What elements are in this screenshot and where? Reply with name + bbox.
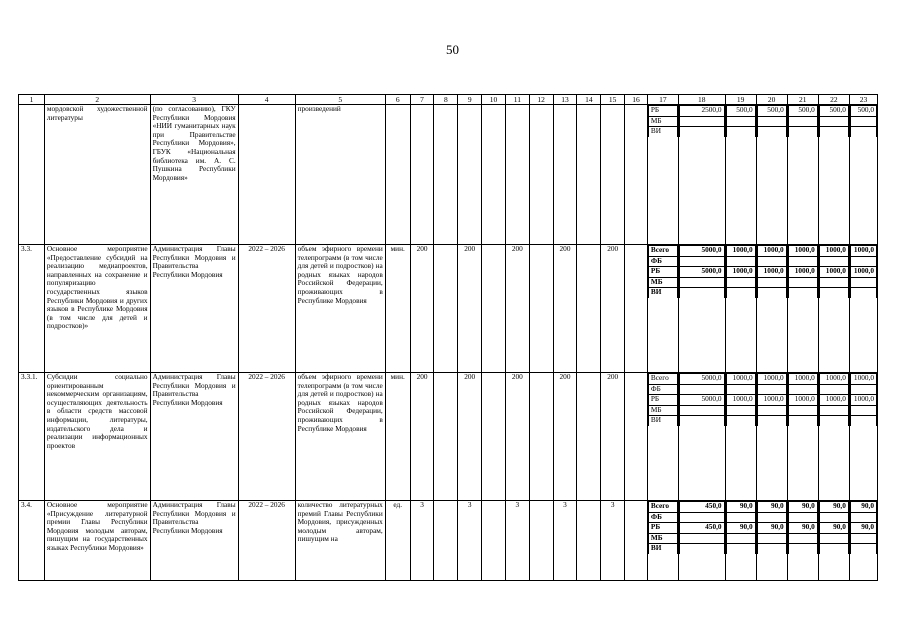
funding-amount (850, 416, 876, 426)
indicator-value (482, 373, 506, 501)
funding-amount (850, 533, 876, 544)
funding-amount (679, 277, 724, 288)
column-number: 18 (678, 95, 725, 105)
funding-amount (788, 544, 817, 554)
funding-source: Всего (648, 246, 677, 257)
indicator-value: 3 (505, 501, 529, 581)
funding-amount: 90,0 (726, 523, 755, 534)
indicator-value (482, 245, 506, 373)
funding-amount (819, 116, 848, 127)
indicator-value (577, 245, 601, 373)
funding-amount (757, 544, 786, 554)
funding-amount (819, 533, 848, 544)
funding-amount (819, 384, 848, 395)
funding-amount: 1000,0 (757, 267, 786, 278)
funding-amount: 1000,0 (757, 395, 786, 406)
funding-amount (757, 127, 786, 137)
funding-amount (819, 288, 848, 298)
funding-amount (819, 127, 848, 137)
funding-amount-cell (787, 105, 818, 245)
funding-amount-cell (678, 501, 725, 581)
funding-source: ВИ (648, 544, 677, 554)
funding-amount (850, 116, 876, 127)
funding-amount (757, 405, 786, 416)
funding-amount (757, 256, 786, 267)
indicator-value (410, 105, 434, 245)
funding-amount: 1000,0 (819, 267, 848, 278)
row-number: 3.3. (19, 245, 45, 373)
funding-source: Всего (648, 374, 677, 385)
page-number: 50 (446, 42, 459, 57)
indicator-value (434, 105, 458, 245)
column-number: 3 (150, 95, 238, 105)
indicator: произведений (295, 105, 385, 245)
funding-amount-cell (849, 373, 877, 501)
column-number: 19 (725, 95, 756, 105)
funding-amount (726, 533, 755, 544)
table-row (19, 245, 878, 373)
funding-amount (788, 256, 817, 267)
table-row (19, 373, 878, 501)
funding-amount: 500,0 (850, 106, 876, 117)
funding-amount-cell (725, 373, 756, 501)
funding-source: РБ (648, 267, 677, 278)
row-number: 3.4. (19, 501, 45, 581)
funding-amount (850, 544, 876, 554)
column-number: 1 (19, 95, 45, 105)
column-number: 9 (458, 95, 482, 105)
funding-amount (850, 256, 876, 267)
indicator-value: 200 (601, 245, 625, 373)
funding-amount-cell (678, 373, 725, 501)
funding-amount-cell (756, 373, 787, 501)
funding-amount: 1000,0 (726, 374, 755, 385)
indicator-value: 3 (458, 501, 482, 581)
indicator-value: 200 (505, 373, 529, 501)
indicator-value (601, 105, 625, 245)
column-number-row (19, 95, 878, 105)
funding-amount (679, 544, 724, 554)
funding-amount (850, 277, 876, 288)
executor: Администрация Главы Республики Мордовия и Правительства Республики Мордовия (150, 501, 238, 581)
funding-amount (788, 384, 817, 395)
funding-amount (726, 277, 755, 288)
event-name: Основное мероприятие «Предоставление субсидий на реализацию медиапроектов, направленных на сохранение и популяризацию государственных языков Республики Мордовия и других языков в Республике Мордовия (в том числе для детей и подростков)» (44, 245, 150, 373)
funding-amount-cell (756, 105, 787, 245)
column-number: 5 (295, 95, 385, 105)
funding-amount (726, 416, 755, 426)
funding-amount (819, 544, 848, 554)
funding-amount-cell (849, 501, 877, 581)
funding-amount: 1000,0 (726, 395, 755, 406)
column-number: 7 (410, 95, 434, 105)
funding-amount (679, 127, 724, 137)
period: 2022 – 2026 (238, 501, 295, 581)
funding-amount (726, 127, 755, 137)
funding-source: РБ (648, 106, 677, 117)
column-number: 16 (625, 95, 648, 105)
indicator-value (434, 373, 458, 501)
column-number: 22 (818, 95, 849, 105)
funding-amount (679, 116, 724, 127)
funding-amount: 500,0 (819, 106, 848, 117)
indicator: объем эфирного времени телепрограмм (в том числе для детей и подростков) на родных языках народов Российской Федерации, проживающих в Республике Мордовия (295, 245, 385, 373)
funding-amount: 5000,0 (679, 374, 724, 385)
unit: ед. (385, 501, 410, 581)
funding-amount: 90,0 (757, 523, 786, 534)
funding-amount (788, 277, 817, 288)
funding-amount-cell (787, 373, 818, 501)
funding-source: ВИ (648, 416, 677, 426)
indicator-value: 200 (458, 245, 482, 373)
funding-amount: 90,0 (850, 502, 876, 513)
funding-amount: 450,0 (679, 502, 724, 513)
column-number: 8 (434, 95, 458, 105)
funding-amount-cell (818, 105, 849, 245)
funding-amount: 5000,0 (679, 246, 724, 257)
funding-amount (819, 416, 848, 426)
funding-amount (679, 384, 724, 395)
period: 2022 – 2026 (238, 245, 295, 373)
funding-amount: 1000,0 (726, 246, 755, 257)
funding-source: МБ (648, 533, 677, 544)
table-row (19, 501, 878, 581)
indicator-value (625, 373, 648, 501)
funding-amount (788, 512, 817, 523)
funding-amount: 1000,0 (788, 395, 817, 406)
column-number: 11 (505, 95, 529, 105)
indicator: количество литературных премий Главы Республики Мордовия, присужденных молодым авторам, пишущим на (295, 501, 385, 581)
period: 2022 – 2026 (238, 373, 295, 501)
funding-amount: 1000,0 (850, 246, 876, 257)
indicator-value (434, 245, 458, 373)
indicator-value: 200 (410, 245, 434, 373)
funding-amount-cell (678, 245, 725, 373)
funding-amount (850, 127, 876, 137)
funding-amount (726, 544, 755, 554)
funding-amount-cell (725, 501, 756, 581)
column-number: 13 (553, 95, 577, 105)
funding-amount-cell (756, 245, 787, 373)
funding-amount (819, 277, 848, 288)
funding-source: МБ (648, 277, 677, 288)
indicator-value (553, 105, 577, 245)
period (238, 105, 295, 245)
funding-amount (679, 416, 724, 426)
funding-amount: 1000,0 (726, 267, 755, 278)
unit: мин. (385, 373, 410, 501)
funding-amount (819, 512, 848, 523)
funding-source: ВИ (648, 127, 677, 137)
row-number: 3.3.1. (19, 373, 45, 501)
funding-amount-cell (678, 105, 725, 245)
funding-amount: 1000,0 (819, 374, 848, 385)
funding-amount: 500,0 (757, 106, 786, 117)
funding-amount: 5000,0 (679, 395, 724, 406)
funding-amount (757, 277, 786, 288)
funding-amount (788, 288, 817, 298)
funding-amount (850, 384, 876, 395)
indicator-value (529, 105, 553, 245)
funding-amount: 450,0 (679, 523, 724, 534)
funding-amount (726, 405, 755, 416)
funding-source: Всего (648, 502, 677, 513)
indicator-value (529, 245, 553, 373)
funding-amount (788, 116, 817, 127)
indicator-value: 3 (410, 501, 434, 581)
funding-amount (679, 533, 724, 544)
funding-source: МБ (648, 116, 677, 127)
indicator-value: 200 (458, 373, 482, 501)
row-number (19, 105, 45, 245)
funding-source: ФБ (648, 256, 677, 267)
funding-amount (788, 533, 817, 544)
funding-source: РБ (648, 395, 677, 406)
funding-amount (788, 416, 817, 426)
column-number: 17 (647, 95, 678, 105)
funding-amount (726, 512, 755, 523)
column-number: 2 (44, 95, 150, 105)
indicator-value: 200 (505, 245, 529, 373)
indicator-value (577, 105, 601, 245)
column-number: 10 (482, 95, 506, 105)
funding-source: РБ (648, 523, 677, 534)
column-number: 4 (238, 95, 295, 105)
funding-amount: 90,0 (850, 523, 876, 534)
funding-amount: 500,0 (726, 106, 755, 117)
funding-amount (679, 512, 724, 523)
funding-amount (726, 384, 755, 395)
funding-amount (757, 416, 786, 426)
indicator-value: 200 (601, 373, 625, 501)
funding-amount (679, 288, 724, 298)
indicator-value (625, 105, 648, 245)
funding-amount: 1000,0 (788, 246, 817, 257)
funding-amount: 1000,0 (757, 374, 786, 385)
indicator-value (577, 501, 601, 581)
program-table (18, 94, 878, 581)
column-number: 23 (849, 95, 877, 105)
event-name: Субсидии социально ориентированным некоммерческим организациям, осуществляющих деятельность в области средств массовой информации, литературы, издательского дела и реализации информационных проектов (44, 373, 150, 501)
funding-source: ВИ (648, 288, 677, 298)
funding-amount (757, 116, 786, 127)
funding-amount: 1000,0 (757, 246, 786, 257)
unit: мин. (385, 245, 410, 373)
funding-amount (819, 405, 848, 416)
indicator-value: 200 (553, 245, 577, 373)
funding-amount-cell (818, 373, 849, 501)
column-number: 21 (787, 95, 818, 105)
indicator-value: 3 (601, 501, 625, 581)
funding-amount (850, 405, 876, 416)
table-row (19, 105, 878, 245)
executor: Администрация Главы Республики Мордовия и Правительства Республики Мордовия (150, 373, 238, 501)
funding-amount-cell (818, 245, 849, 373)
funding-amount (726, 116, 755, 127)
funding-source: МБ (648, 405, 677, 416)
funding-amount (726, 256, 755, 267)
funding-amount: 1000,0 (850, 267, 876, 278)
funding-amount (757, 384, 786, 395)
funding-amount (726, 288, 755, 298)
funding-amount-cell (756, 501, 787, 581)
indicator-value (625, 245, 648, 373)
funding-amount: 90,0 (726, 502, 755, 513)
funding-amount: 500,0 (788, 106, 817, 117)
funding-amount (757, 512, 786, 523)
funding-amount (788, 405, 817, 416)
funding-amount: 90,0 (788, 523, 817, 534)
funding-amount-cell (818, 501, 849, 581)
funding-amount: 1000,0 (788, 374, 817, 385)
funding-amount-cell (849, 105, 877, 245)
funding-source-cell (647, 105, 678, 245)
funding-amount-cell (787, 501, 818, 581)
indicator: объем эфирного времени телепрограмм (в том числе для детей и подростков) на родных языках народов Российской Федерации, проживающих в Республике Мордовия (295, 373, 385, 501)
indicator-value (577, 373, 601, 501)
column-number: 6 (385, 95, 410, 105)
funding-amount: 90,0 (788, 502, 817, 513)
indicator-value: 3 (553, 501, 577, 581)
executor: Администрация Главы Республики Мордовия и Правительства Республики Мордовия (150, 245, 238, 373)
funding-amount (679, 405, 724, 416)
funding-amount: 1000,0 (788, 267, 817, 278)
column-number: 15 (601, 95, 625, 105)
funding-source-cell (647, 373, 678, 501)
funding-amount-cell (787, 245, 818, 373)
indicator-value (505, 105, 529, 245)
funding-amount: 1000,0 (850, 374, 876, 385)
funding-amount: 90,0 (819, 523, 848, 534)
funding-amount (679, 256, 724, 267)
indicator-value (458, 105, 482, 245)
column-number: 20 (756, 95, 787, 105)
funding-source-cell (647, 245, 678, 373)
funding-amount-cell (725, 105, 756, 245)
unit (385, 105, 410, 245)
indicator-value (482, 501, 506, 581)
executor: (по согласованию), ГКУ Республики Мордовия «НИИ гуманитарных наук при Правительстве Республики Мордовия», ГБУК «Национальная библиотека им. А. С. Пушкина Республики Мордовия» (150, 105, 238, 245)
funding-amount: 90,0 (757, 502, 786, 513)
event-name: Основное мероприятие «Присуждение литературной премии Главы Республики Мордовия молодым авторам, пишущим на государственных языках Республики Мордовия» (44, 501, 150, 581)
funding-amount-cell (849, 245, 877, 373)
event-name: мордовской художественной литературы (44, 105, 150, 245)
funding-amount: 90,0 (819, 502, 848, 513)
funding-amount: 2500,0 (679, 106, 724, 117)
funding-amount (757, 288, 786, 298)
funding-amount (819, 256, 848, 267)
indicator-value (529, 373, 553, 501)
funding-amount: 1000,0 (850, 395, 876, 406)
funding-amount (850, 288, 876, 298)
indicator-value (529, 501, 553, 581)
funding-amount (788, 127, 817, 137)
funding-source: ФБ (648, 512, 677, 523)
column-number: 12 (529, 95, 553, 105)
indicator-value (625, 501, 648, 581)
column-number: 14 (577, 95, 601, 105)
indicator-value: 200 (410, 373, 434, 501)
funding-source-cell (647, 501, 678, 581)
funding-amount (850, 512, 876, 523)
funding-amount: 1000,0 (819, 246, 848, 257)
indicator-value (482, 105, 506, 245)
funding-amount (757, 533, 786, 544)
indicator-value (434, 501, 458, 581)
funding-amount: 5000,0 (679, 267, 724, 278)
funding-amount: 1000,0 (819, 395, 848, 406)
funding-amount-cell (725, 245, 756, 373)
indicator-value: 200 (553, 373, 577, 501)
funding-source: ФБ (648, 384, 677, 395)
